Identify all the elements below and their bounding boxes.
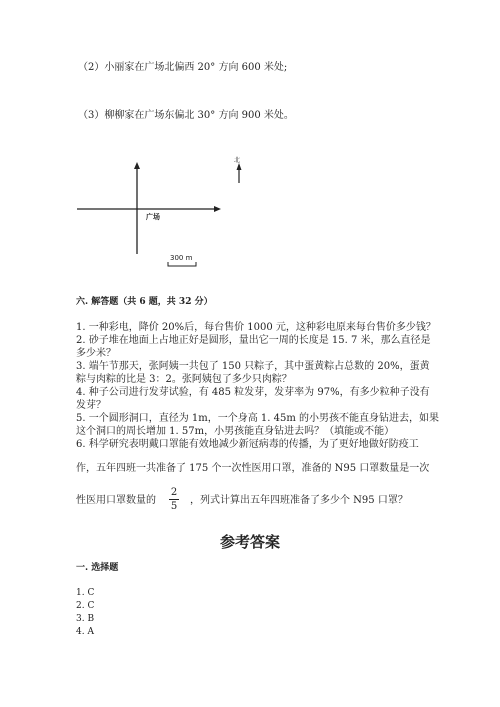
- sub-question-2: （2）小丽家在广场北偏西 20° 方向 600 米处;: [78, 62, 288, 73]
- answer-item: 2. C: [76, 601, 95, 611]
- question-line: 4. 种子公司进行发芽试验，有 485 粒发芽，发芽率为 97%，有多少粒种子没有: [76, 387, 430, 398]
- question-line: 发芽？: [76, 400, 106, 411]
- question-line: 1. 一种彩电，降价 20%后，每台售价 1000 元，这种彩电原来每台售价多少钱？: [76, 322, 436, 333]
- question-line: 这个洞口的周长增加 1. 57m，小男孩能直身钻进去吗？（填能或不能）: [76, 426, 395, 437]
- fraction-bar: [169, 499, 179, 500]
- fraction-numerator: 2: [170, 487, 178, 498]
- question-line: 多少米？: [76, 348, 116, 359]
- answers-title: 参考答案: [219, 533, 280, 551]
- answer-item: 1. C: [76, 588, 95, 598]
- sub-question-3: （3）柳柳家在广场东偏北 30° 方向 900 米处。: [78, 110, 294, 121]
- scale-bar: [168, 262, 196, 266]
- question-line: 5. 一个圆形洞口，直径为 1m，一个身高 1. 45m 的小男孩不能直身钻进去，如果: [76, 413, 440, 424]
- square-label: 广场: [146, 213, 160, 221]
- north-label: 北: [234, 157, 241, 164]
- question-line: 3. 端午节那天，张阿姨一共包了 150 只粽子，其中蛋黄粽占总数的 20%，蛋黄: [76, 361, 430, 372]
- north-south-axis: [134, 162, 140, 254]
- question-line: ，列式计算出五年四班准备了多少个 N95 口罩？: [190, 495, 408, 506]
- question-line: 2. 砂子堆在地面上占地正好是圆形，量出它一周的长度是 15. 7 米，那么直径是: [76, 335, 431, 346]
- answer-item: 3. B: [76, 614, 95, 624]
- question-line: 粽与肉粽的比是 3：2。张阿姨包了多少只肉粽？: [76, 374, 292, 385]
- answers-section-heading: 一. 选择题: [76, 563, 119, 573]
- question-line: 性医用口罩数量的: [76, 495, 156, 506]
- scale-label: 300 m: [170, 254, 193, 262]
- section-heading: 六. 解答题（共 6 题，共 32 分）: [76, 297, 213, 307]
- north-arrow-icon: [237, 163, 242, 183]
- question-line: 作，五年四班一共准备了 175 个一次性医用口罩，准备的 N95 口罩数量是一次: [76, 463, 430, 474]
- answer-item: 4. A: [76, 627, 94, 637]
- east-west-axis: [77, 206, 221, 212]
- question-line: 6. 科学研究表明戴口罩能有效地减少新冠病毒的传播，为了更好地做好防疫工: [76, 439, 419, 450]
- fraction-denominator: 5: [170, 501, 178, 512]
